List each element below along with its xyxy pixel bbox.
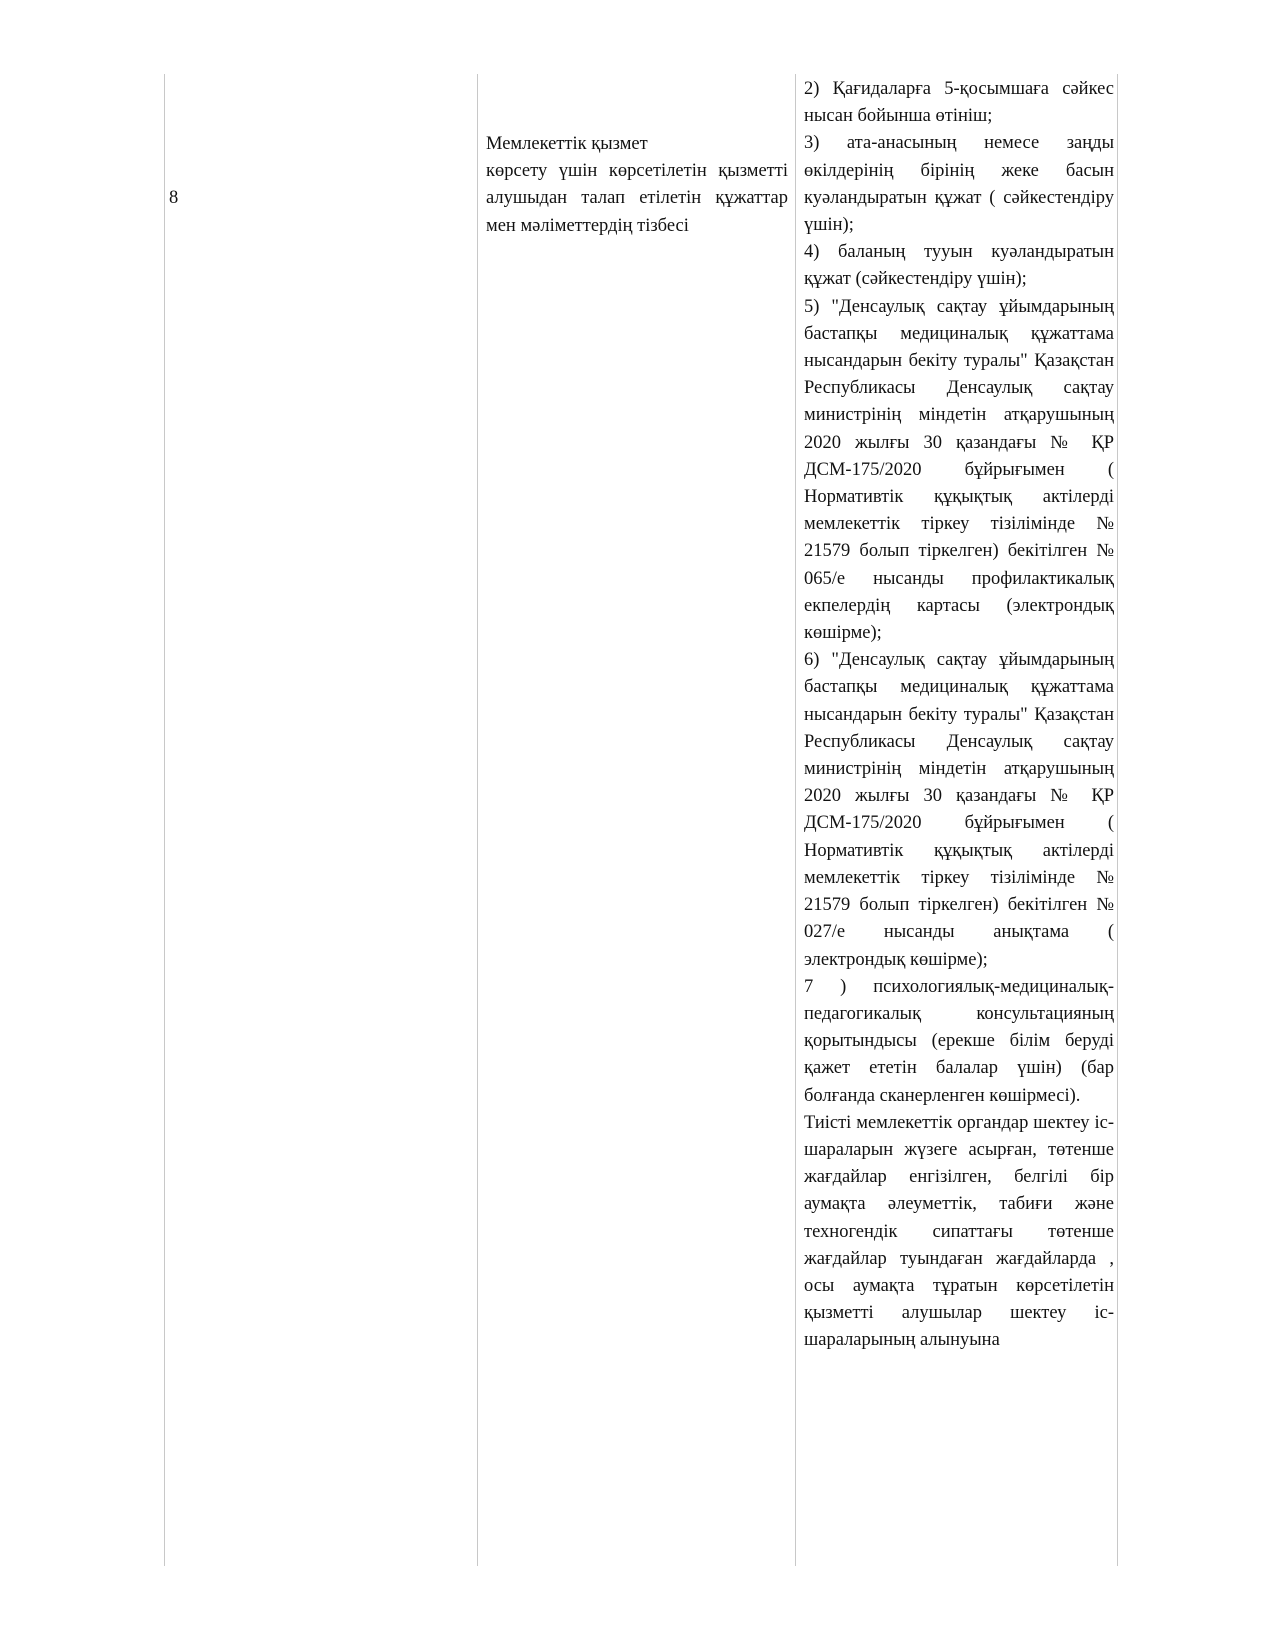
document-item: Тиісті мемлекеттік органдар шектеу іс-шараларын жүзеге асырған, төтенше жағдайлар енгізілген, белгілі бір аумақта әлеуметтік, табиғи және техногендік сипаттағы төтенше жағдайлар туындаған жағдайларда , осы аумақта тұратын көрсетілетін қызметті алушылар шектеу іс-шараларының алынуына bbox=[804, 1112, 1114, 1351]
documents-cell bbox=[804, 76, 1114, 1355]
criterion-line-1: Мемлекеттік қызмет bbox=[486, 134, 648, 154]
criterion-text: көрсету үшін көрсетілетін қызметті алушыдан талап етілетін құжаттар мен мәліметтердің тізбесі bbox=[486, 161, 788, 236]
row-number-cell bbox=[169, 185, 469, 212]
table-border-col2 bbox=[477, 74, 478, 1566]
document-item: 7 ) психологиялық-медициналық-педагогикалық консультацияның қорытындысы (ерекше білім беруді қажет ететін балалар үшін) (бар болғанда сканерленген көшірмесі). bbox=[804, 976, 1114, 1106]
document-item: 6) "Денсаулық сақтау ұйымдарының бастапқы медициналық құжаттама нысандарын бекіту туралы" Қазақстан Республикасы Денсаулық сақтау министрінің міндетін атқарушының 2020 жылғы 30 қазандағы № ҚР ДСМ-175/2020 бұйрығымен ( Нормативтік құқықтық актілерді мемлекеттік тіркеу тізілімінде № 21579 болып тіркелген) бекітілген № 027/е нысанды анықтама ( электрондық көшірме); bbox=[804, 650, 1114, 970]
document-item: 2) Қағидаларға 5-қосымшаға сәйкес нысан бойынша өтініш; bbox=[804, 79, 1114, 127]
document-item: 4) баланың тууын куәландыратын құжат (сәйкестендіру үшін); bbox=[804, 242, 1114, 290]
services-table bbox=[164, 74, 1118, 1566]
document-item: 5) "Денсаулық сақтау ұйымдарының бастапқы медициналық құжаттама нысандарын бекіту туралы" Қазақстан Республикасы Денсаулық сақтау министрінің міндетін атқарушының 2020 жылғы 30 қазандағы № ҚР ДСМ-175/2020 бұйрығымен ( Нормативтік құқықтық актілерді мемлекеттік тіркеу тізілімінде № 21579 болып тіркелген) бекітілген № 065/е нысанды профилактикалық екпелердің картасы (электрондық көшірме); bbox=[804, 296, 1114, 644]
table-border-left bbox=[164, 74, 165, 1566]
table-border-right bbox=[1117, 74, 1118, 1566]
table-border-col3 bbox=[795, 74, 796, 1566]
document-item: 3) ата-анасының немесе заңды өкілдерінің бірінің жеке басын куәландыратын құжат ( сәйкестендіру үшін); bbox=[804, 133, 1114, 236]
row-number: 8 bbox=[169, 188, 179, 208]
criterion-cell bbox=[486, 131, 788, 240]
